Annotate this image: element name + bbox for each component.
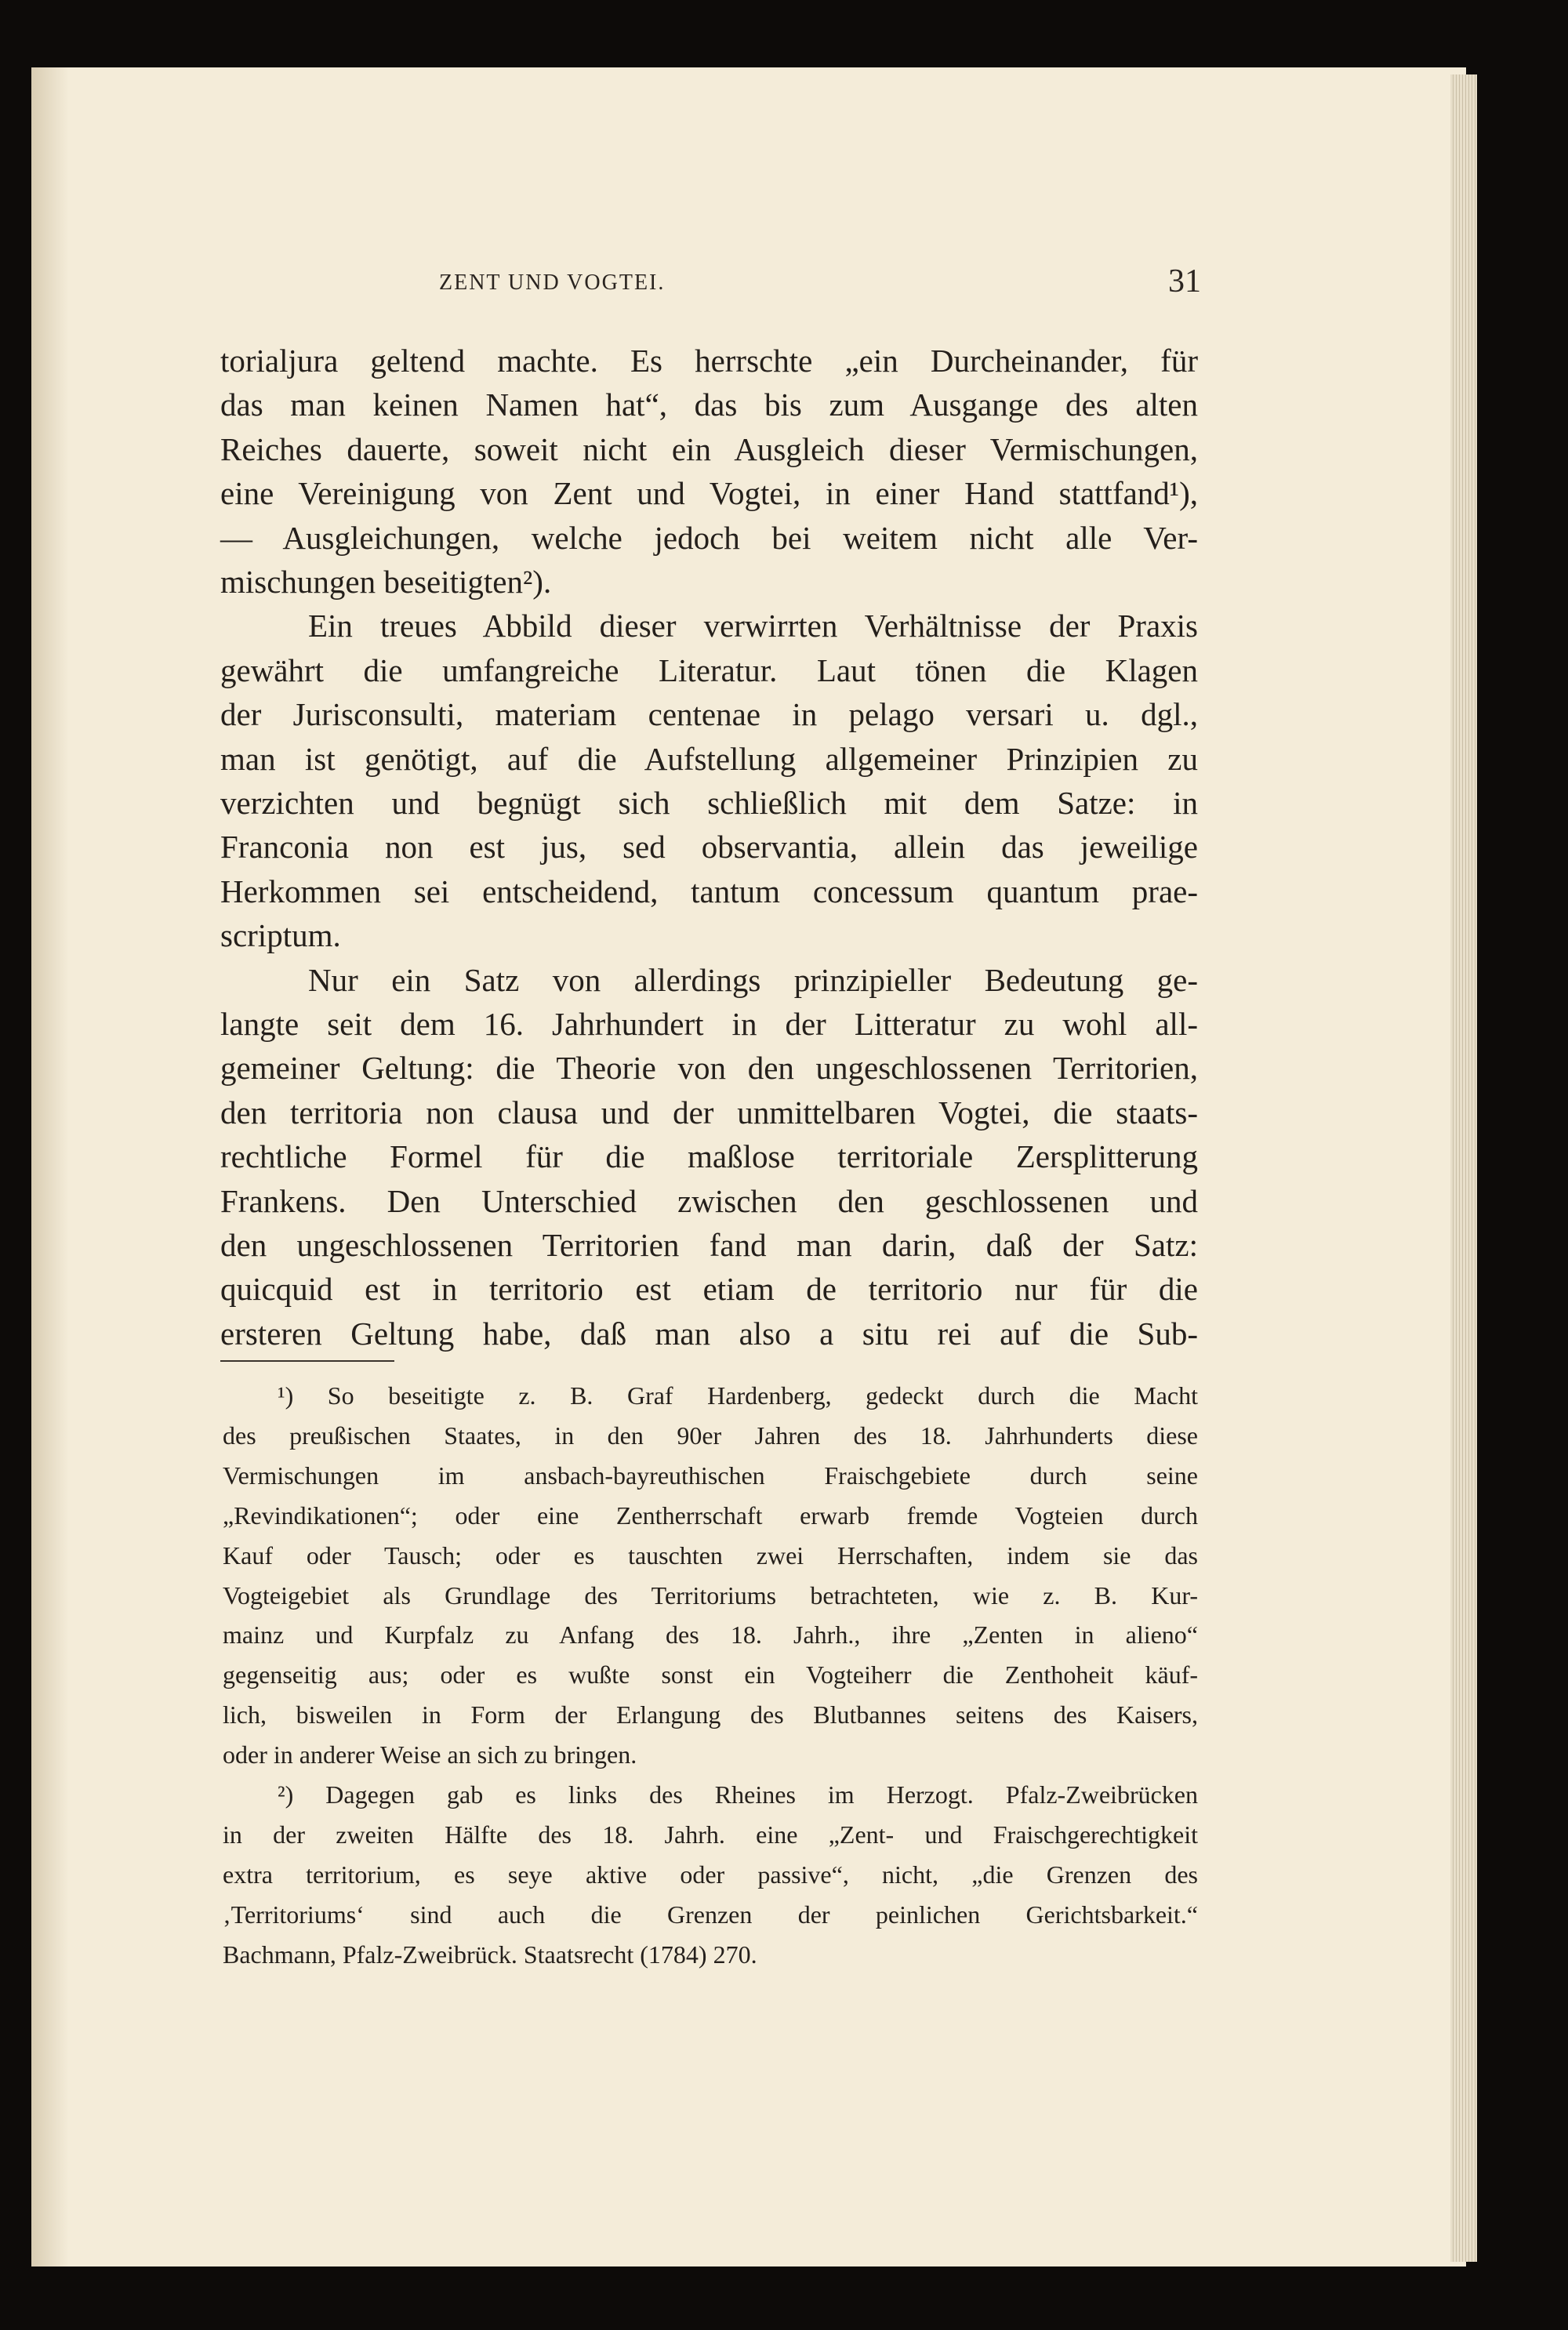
footnote-line: extra territorium, es seye aktive oder passive“, nicht, „die Grenzen des <box>223 1860 1198 1889</box>
footnote-line: gegenseitig aus; oder es wußte sonst ein Vogteiherr die Zenthoheit käuf- <box>223 1660 1198 1689</box>
footnote-line: Bachmann, Pfalz-Zweibrück. Staatsrecht (1784) 270. <box>223 1940 757 1969</box>
body-line: Ein treues Abbild dieser verwirrten Verhältnisse der Praxis <box>308 608 1198 644</box>
footnote-line: „Revindikationen“; oder eine Zentherrschaft erwarb fremde Vogteien durch <box>223 1501 1198 1530</box>
body-line: langte seit dem 16. Jahrhundert in der Litteratur zu wohl all- <box>220 1006 1198 1042</box>
body-line: mischungen beseitigten²). <box>220 564 552 600</box>
body-line: rechtliche Formel für die maßlose territoriale Zersplitterung <box>220 1138 1198 1175</box>
body-line: eine Vereinigung von Zent und Vogtei, in einer Hand stattfand¹), <box>220 475 1198 512</box>
body-line: — Ausgleichungen, welche jedoch bei weitem nicht alle Ver- <box>220 519 1198 556</box>
footnote-line: in der zweiten Hälfte des 18. Jahrh. eine „Zent- und Fraischgerechtigkeit <box>223 1820 1198 1849</box>
running-title: ZENT UND VOGTEI. <box>439 270 666 295</box>
body-line: den ungeschlossenen Territorien fand man darin, daß der Satz: <box>220 1227 1198 1263</box>
footnote-line: ¹) So beseitigte z. B. Graf Hardenberg, gedeckt durch die Macht <box>278 1381 1198 1410</box>
footnote-line: des preußischen Staates, in den 90er Jahren des 18. Jahrhunderts diese <box>223 1421 1198 1450</box>
body-line: der Jurisconsulti, materiam centenae in pelago versari u. dgl., <box>220 696 1198 733</box>
body-line: den territoria non clausa und der unmittelbaren Vogtei, die staats- <box>220 1094 1198 1131</box>
body-line: Herkommen sei entscheidend, tantum concessum quantum prae- <box>220 873 1198 909</box>
body-line: scriptum. <box>220 917 341 954</box>
body-line: man ist genötigt, auf die Aufstellung allgemeiner Prinzipien zu <box>220 740 1198 777</box>
body-line: torialjura geltend machte. Es herrschte „ein Durcheinander, für <box>220 343 1198 379</box>
page-edges <box>1450 74 1477 2262</box>
page-gutter <box>31 67 69 2266</box>
footnote-line: ‚Territoriums‘ sind auch die Grenzen der peinlichen Gerichtsbarkeit.“ <box>223 1900 1198 1929</box>
footnote-line: oder in anderer Weise an sich zu bringen. <box>223 1740 637 1769</box>
footnote-line: mainz und Kurpfalz zu Anfang des 18. Jahrh., ihre „Zenten in alieno“ <box>223 1620 1198 1650</box>
body-line: Frankens. Den Unterschied zwischen den geschlossenen und <box>220 1182 1198 1219</box>
body-line: gewährt die umfangreiche Literatur. Laut tönen die Klagen <box>220 651 1198 688</box>
body-line: das man keinen Namen hat“, das bis zum Ausgange des alten <box>220 387 1198 423</box>
footnote-line: Vogteigebiet als Grundlage des Territoriums betrachteten, wie z. B. Kur- <box>223 1581 1198 1610</box>
footnote-line: ²) Dagegen gab es links des Rheines im Herzogt. Pfalz-Zweibrücken <box>278 1780 1198 1809</box>
body-line: verzichten und begnügt sich schließlich mit dem Satze: in <box>220 785 1198 821</box>
body-line: quicquid est in territorio est etiam de territorio nur für die <box>220 1271 1198 1308</box>
body-line: Reiches dauerte, soweit nicht ein Ausgleich dieser Vermischungen, <box>220 430 1198 467</box>
footnote-separator <box>220 1360 394 1362</box>
footnote-line: lich, bisweilen in Form der Erlangung des Blutbannes seitens des Kaisers, <box>223 1700 1198 1729</box>
body-line: Franconia non est jus, sed observantia, allein das jeweilige <box>220 829 1198 866</box>
footnote-line: Kauf oder Tausch; oder es tauschten zwei Herrschaften, indem sie das <box>223 1541 1198 1570</box>
body-line: Nur ein Satz von allerdings prinzipieller Bedeutung ge- <box>308 961 1198 998</box>
body-line: gemeiner Geltung: die Theorie von den ungeschlossenen Territorien, <box>220 1050 1198 1087</box>
page-number: 31 <box>1168 263 1201 299</box>
footnote-line: Vermischungen im ansbach-bayreuthischen Fraischgebiete durch seine <box>223 1461 1198 1490</box>
body-line: ersteren Geltung habe, daß man also a situ rei auf die Sub- <box>220 1315 1198 1352</box>
